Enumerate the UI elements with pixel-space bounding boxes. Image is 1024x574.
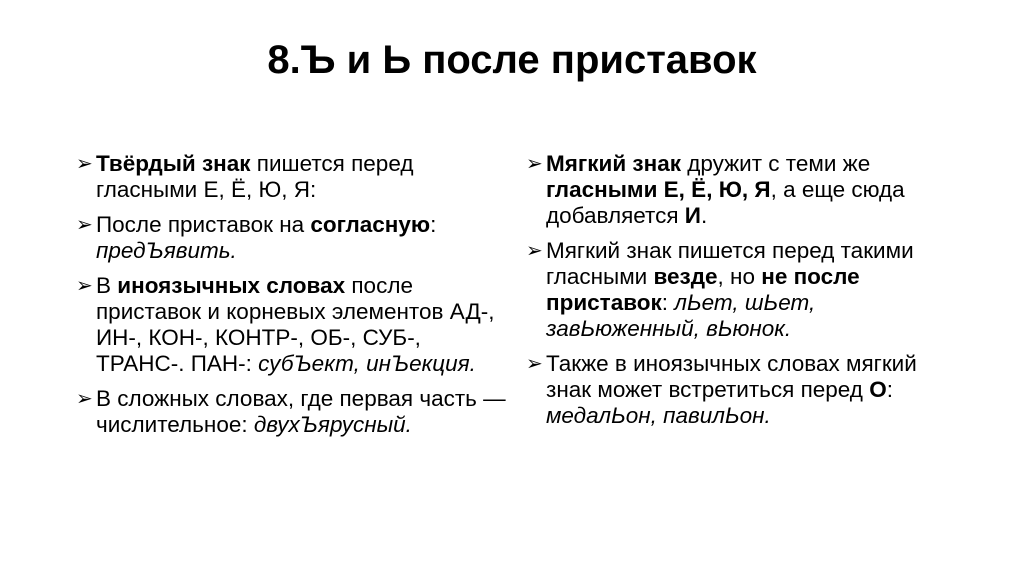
bold-term: Мягкий знак	[546, 151, 681, 176]
left-bullet-4	[76, 386, 506, 438]
example-words: лЬет, шЬет, завЬюженный, вЬюнок.	[546, 290, 816, 341]
text-run: .	[700, 203, 708, 228]
text-run: :	[886, 377, 893, 402]
text-run: После приставок на	[96, 212, 311, 237]
text-run: , но	[717, 264, 762, 289]
slide-title: 8.Ъ и Ь после приставок	[267, 38, 757, 82]
example-words: двухЪярусный.	[253, 412, 412, 437]
left-column	[76, 151, 506, 447]
text-run: Мягкий знак пишется перед такими гласными	[546, 238, 914, 289]
example-words: медалЬон, павилЬон.	[546, 403, 771, 428]
bold-term: согласную	[310, 212, 431, 237]
bullet-text	[546, 151, 905, 228]
text-run: :	[430, 212, 437, 237]
text-run: В сложных словах, где первая часть — числительное:	[96, 386, 506, 437]
right-bullet-1	[526, 151, 946, 229]
bold-term: не после приставок	[546, 264, 860, 315]
bullet-text	[96, 212, 436, 263]
text-run: после приставок и корневых элементов АД-, ИН-, КОН-, КОНТР-, ОБ-, СУБ-, ТРАНС-. ПАН-:	[96, 273, 495, 376]
bullet-text	[96, 151, 413, 202]
bullet-arrow-icon: ➢	[76, 388, 93, 410]
bullet-text	[96, 386, 506, 437]
right-bullet-2	[526, 238, 946, 342]
example-words: предЪявить.	[96, 238, 237, 263]
bullet-arrow-icon: ➢	[526, 353, 543, 375]
bullet-arrow-icon: ➢	[76, 153, 93, 175]
bullet-arrow-icon: ➢	[526, 153, 543, 175]
right-bullet-3	[526, 351, 946, 429]
text-run: , а еще сюда добавляется	[546, 177, 905, 228]
text-run: дружит с теми же	[680, 151, 871, 176]
bold-term: гласными Е, Ё, Ю, Я	[546, 177, 771, 202]
bold-term: Твёрдый знак	[96, 151, 251, 176]
bullet-arrow-icon: ➢	[526, 240, 543, 262]
text-run: В	[96, 273, 118, 298]
text-run: :	[661, 290, 675, 315]
bullet-text	[546, 351, 917, 428]
right-column	[526, 151, 946, 438]
text-run: пишется перед гласными Е, Ё, Ю, Я:	[96, 151, 414, 202]
text-run: Также в иноязычных словах мягкий знак может встретиться перед	[546, 351, 917, 402]
bullet-arrow-icon: ➢	[76, 275, 93, 297]
bold-term: иноязычных словах	[117, 273, 346, 298]
left-bullet-2	[76, 212, 506, 264]
example-words: субЪект, инЪекция.	[258, 351, 476, 376]
bullet-text	[546, 238, 914, 341]
bold-term: О	[869, 377, 887, 402]
bullet-text	[96, 273, 494, 376]
bullet-arrow-icon: ➢	[76, 214, 93, 236]
bold-term: везде	[653, 264, 718, 289]
left-bullet-1	[76, 151, 506, 203]
left-bullet-3	[76, 273, 506, 377]
bold-term: И	[684, 203, 701, 228]
